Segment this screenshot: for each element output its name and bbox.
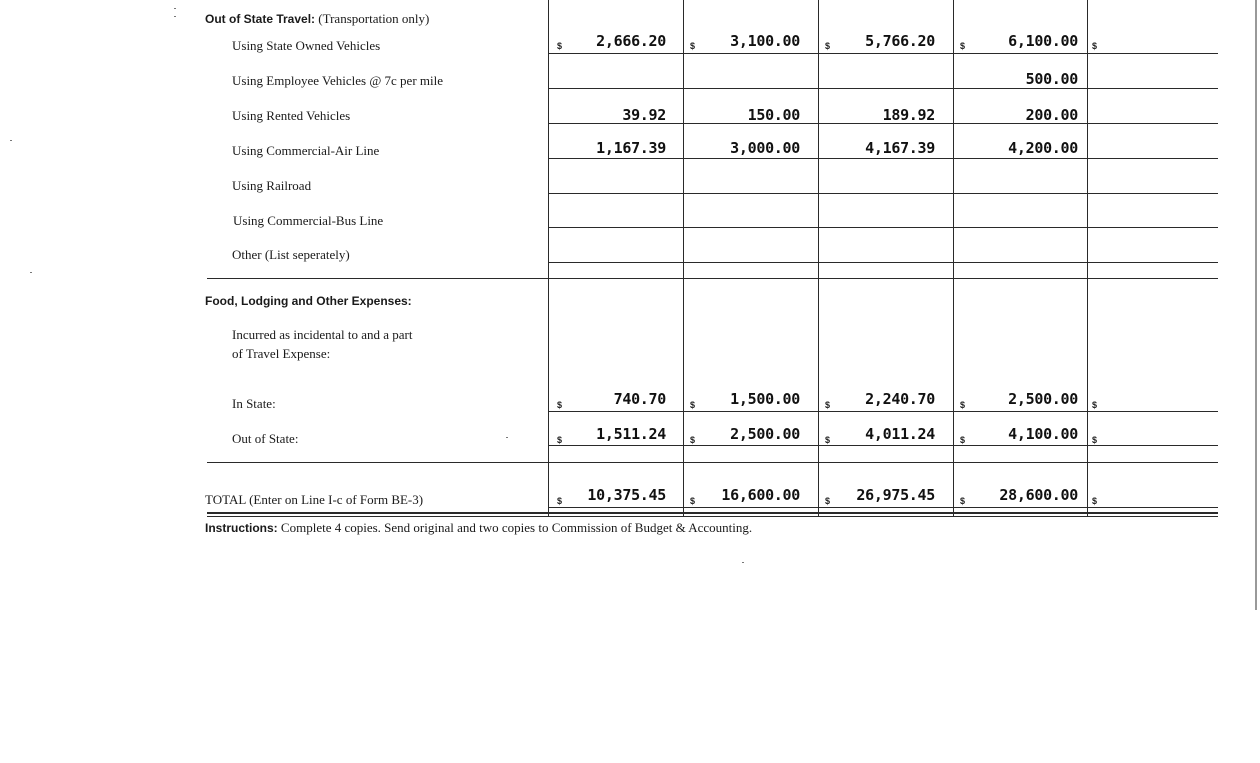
- dollar-sign: $: [825, 41, 831, 51]
- row-rule: [548, 262, 1218, 263]
- total-amount-cell: 26,975.45: [856, 486, 935, 504]
- row-label-railroad: Using Railroad: [232, 178, 312, 193]
- dollar-sign: $: [690, 435, 696, 445]
- scan-speck: [30, 272, 32, 273]
- row-rule: [548, 445, 1218, 446]
- instructions: [205, 520, 752, 536]
- row-label-commercial-bus-line: Using Commercial-Bus Line: [233, 213, 384, 228]
- dollar-sign: $: [825, 435, 831, 445]
- amount-cell: 5,766.20: [865, 32, 935, 50]
- amount-cell: 4,200.00: [1008, 139, 1078, 157]
- row-rule: [548, 53, 1218, 54]
- row-rule: [548, 88, 1218, 89]
- section-rule: [207, 278, 1218, 279]
- total-rule: [548, 507, 1218, 508]
- amount-cell: 2,500.00: [730, 425, 800, 443]
- dollar-sign: $: [690, 496, 696, 506]
- dollar-sign: $: [1092, 400, 1098, 410]
- column-rule: [1087, 0, 1088, 517]
- amount-cell: 4,011.24: [865, 425, 935, 443]
- dollar-sign: $: [557, 435, 563, 445]
- total-label: TOTAL (Enter on Line I-c of Form BE-3): [205, 492, 424, 507]
- out-of-state-heading-bold: Out of State Travel:: [205, 12, 316, 26]
- dollar-sign: $: [690, 41, 696, 51]
- row-label-out-of-state: Out of State:: [232, 431, 299, 446]
- scan-speck: [742, 562, 744, 563]
- dollar-sign: $: [690, 400, 696, 410]
- row-rule: [548, 227, 1218, 228]
- row-label-rented-vehicles: Using Rented Vehicles: [232, 108, 351, 123]
- row-rule: [548, 158, 1218, 159]
- amount-cell: 3,000.00: [730, 139, 800, 157]
- amount-cell: 2,666.20: [596, 32, 666, 50]
- section-rule: [207, 462, 1218, 463]
- row-rule: [548, 411, 1218, 412]
- dollar-sign: $: [557, 496, 563, 506]
- dollar-sign: $: [825, 400, 831, 410]
- total-double-rule: [207, 516, 1218, 517]
- row-label-employee-vehicles: Using Employee Vehicles @ 7c per mile: [232, 73, 444, 88]
- food-lodging-heading: Food, Lodging and Other Expenses:: [205, 294, 412, 308]
- page-edge: [1255, 0, 1257, 610]
- instructions-label: Instructions:: [205, 521, 278, 535]
- dollar-sign: $: [825, 496, 831, 506]
- dollar-sign: $: [960, 41, 966, 51]
- total-amount-cell: 10,375.45: [587, 486, 666, 504]
- amount-cell: 4,167.39: [865, 139, 935, 157]
- amount-cell: 2,240.70: [865, 390, 935, 408]
- amount-cell: 1,167.39: [596, 139, 666, 157]
- amount-cell: 189.92: [882, 106, 935, 124]
- food-lodging-note-line1: Incurred as incidental to and a part: [232, 327, 413, 342]
- amount-cell: 6,100.00: [1008, 32, 1078, 50]
- amount-cell: 4,100.00: [1008, 425, 1078, 443]
- row-label-other: Other (List seperately): [232, 247, 350, 262]
- total-amount-cell: 28,600.00: [999, 486, 1078, 504]
- dollar-sign: $: [1092, 435, 1098, 445]
- dollar-sign: $: [557, 41, 563, 51]
- out-of-state-heading-rest: (Transportation only): [315, 11, 430, 26]
- amount-cell: 1,500.00: [730, 390, 800, 408]
- amount-cell: 39.92: [622, 106, 666, 124]
- dollar-sign: $: [960, 496, 966, 506]
- row-label-commercial-air-line: Using Commercial-Air Line: [232, 143, 380, 158]
- dollar-sign: $: [960, 435, 966, 445]
- dollar-sign: $: [1092, 496, 1098, 506]
- dollar-sign: $: [557, 400, 563, 410]
- total-amount-cell: 16,600.00: [721, 486, 800, 504]
- amount-cell: 150.00: [747, 106, 800, 124]
- row-label-state-owned-vehicles: Using State Owned Vehicles: [232, 38, 381, 53]
- amount-cell: 500.00: [1025, 70, 1078, 88]
- food-lodging-note-line2: of Travel Expense:: [232, 346, 331, 361]
- row-rule: [548, 193, 1218, 194]
- dollar-sign: $: [1092, 41, 1098, 51]
- total-double-rule: [207, 512, 1218, 514]
- scan-speck: [174, 8, 176, 9]
- scan-speck: [10, 140, 12, 141]
- dollar-sign: $: [960, 400, 966, 410]
- amount-cell: 200.00: [1025, 106, 1078, 124]
- amount-cell: 2,500.00: [1008, 390, 1078, 408]
- instructions-text: Complete 4 copies. Send original and two copies to Commission of Budget & Accounting.: [277, 520, 753, 535]
- scan-speck: [174, 16, 176, 17]
- out-of-state-heading: [205, 11, 429, 27]
- scan-speck: [506, 437, 508, 438]
- amount-cell: 740.70: [613, 390, 666, 408]
- amount-cell: 1,511.24: [596, 425, 666, 443]
- column-rule: [953, 0, 954, 517]
- row-label-in-state: In State:: [232, 396, 276, 411]
- amount-cell: 3,100.00: [730, 32, 800, 50]
